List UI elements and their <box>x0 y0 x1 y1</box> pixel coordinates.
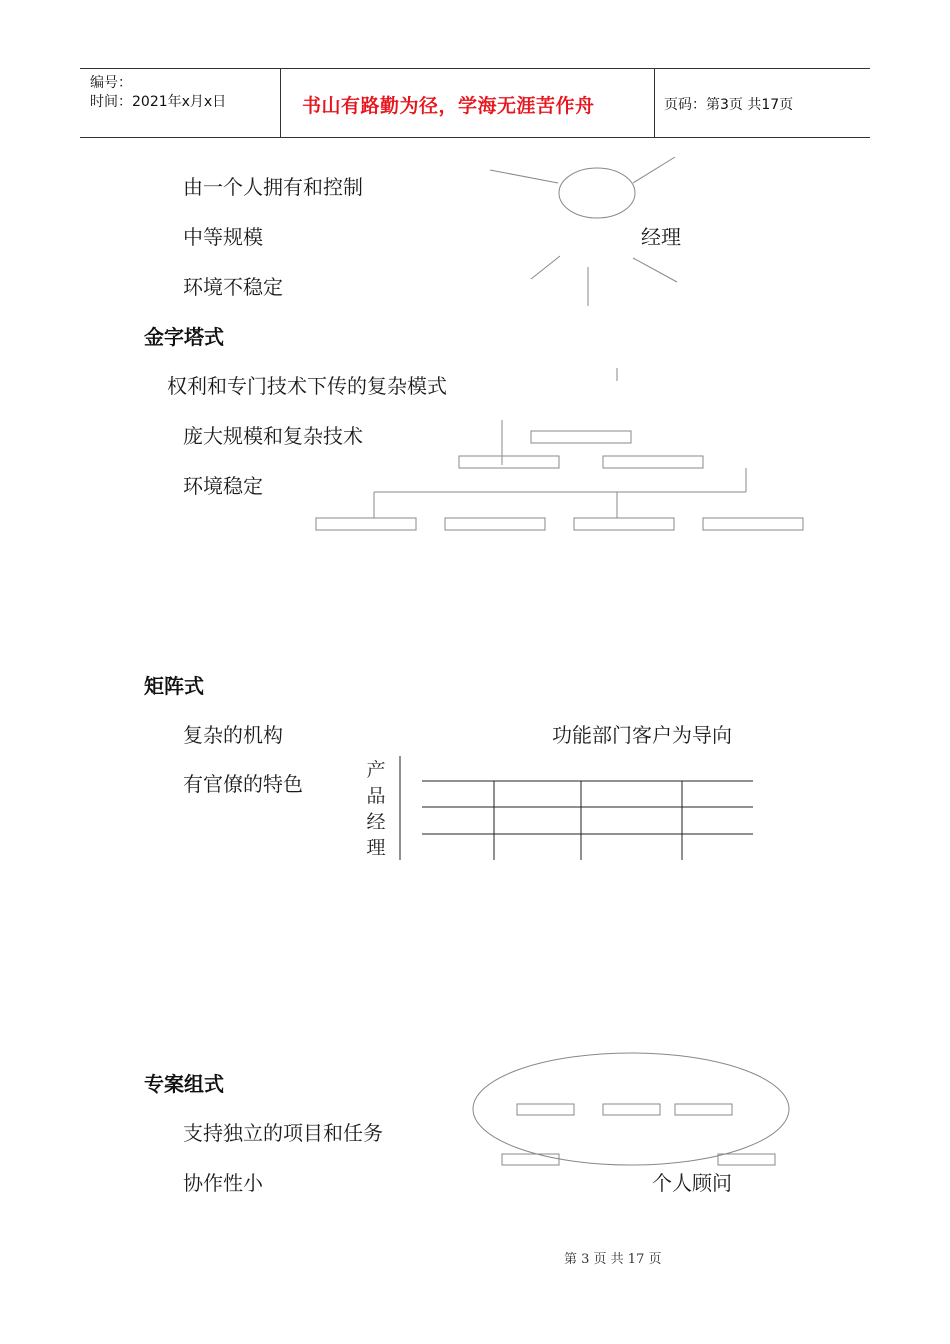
project-item: 协作性小 <box>183 1171 263 1195</box>
project-item: 支持独立的项目和任务 <box>183 1121 383 1145</box>
matrix-item: 复杂的机构 <box>183 723 283 747</box>
pyramid-item: 权利和专门技术下传的复杂模式 <box>167 374 447 398</box>
pyramid-item: 环境稳定 <box>183 474 263 498</box>
pyramid-item: 庞大规模和复杂技术 <box>183 424 363 448</box>
document-number-label: 编号： <box>90 75 132 91</box>
matrix-side-label: 产品经理 <box>366 759 386 859</box>
matrix-heading: 矩阵式 <box>144 674 204 698</box>
org-box <box>531 431 631 443</box>
ray-line <box>633 258 677 282</box>
simple-item: 中等规模 <box>183 225 263 249</box>
project-box <box>603 1104 660 1115</box>
consultant-box <box>502 1154 559 1165</box>
org-box <box>603 456 703 468</box>
simple-item: 由一个人拥有和控制 <box>183 175 363 199</box>
ray-line <box>531 256 560 279</box>
matrix-grid <box>400 756 753 860</box>
org-box <box>459 456 559 468</box>
consultant-box <box>718 1154 775 1165</box>
document-date-label: 时间：2021年x月x日 <box>90 94 227 110</box>
matrix-item: 有官僚的特色 <box>183 772 303 796</box>
manager-circle <box>559 168 635 218</box>
org-box <box>316 518 416 530</box>
ray-line <box>633 157 675 183</box>
org-box <box>703 518 803 530</box>
pyramid-heading: 金字塔式 <box>144 325 224 349</box>
org-box <box>445 518 545 530</box>
manager-label: 经理 <box>641 225 681 249</box>
project-heading: 专案组式 <box>144 1072 224 1096</box>
header-page-label: 页码：第3页 共17页 <box>664 97 794 113</box>
simple-item: 环境不稳定 <box>183 275 283 299</box>
project-oval <box>473 1053 789 1165</box>
matrix-top-label: 功能部门客户为导向 <box>552 723 732 747</box>
ray-line <box>490 170 558 183</box>
org-box <box>574 518 674 530</box>
consultant-label: 个人顾问 <box>652 1171 732 1195</box>
page-footer: 第 3 页 共 17 页 <box>564 1252 662 1267</box>
project-box <box>517 1104 574 1115</box>
header-motto: 书山有路勤为径，学海无涯苦作舟 <box>302 95 595 117</box>
project-box <box>675 1104 732 1115</box>
